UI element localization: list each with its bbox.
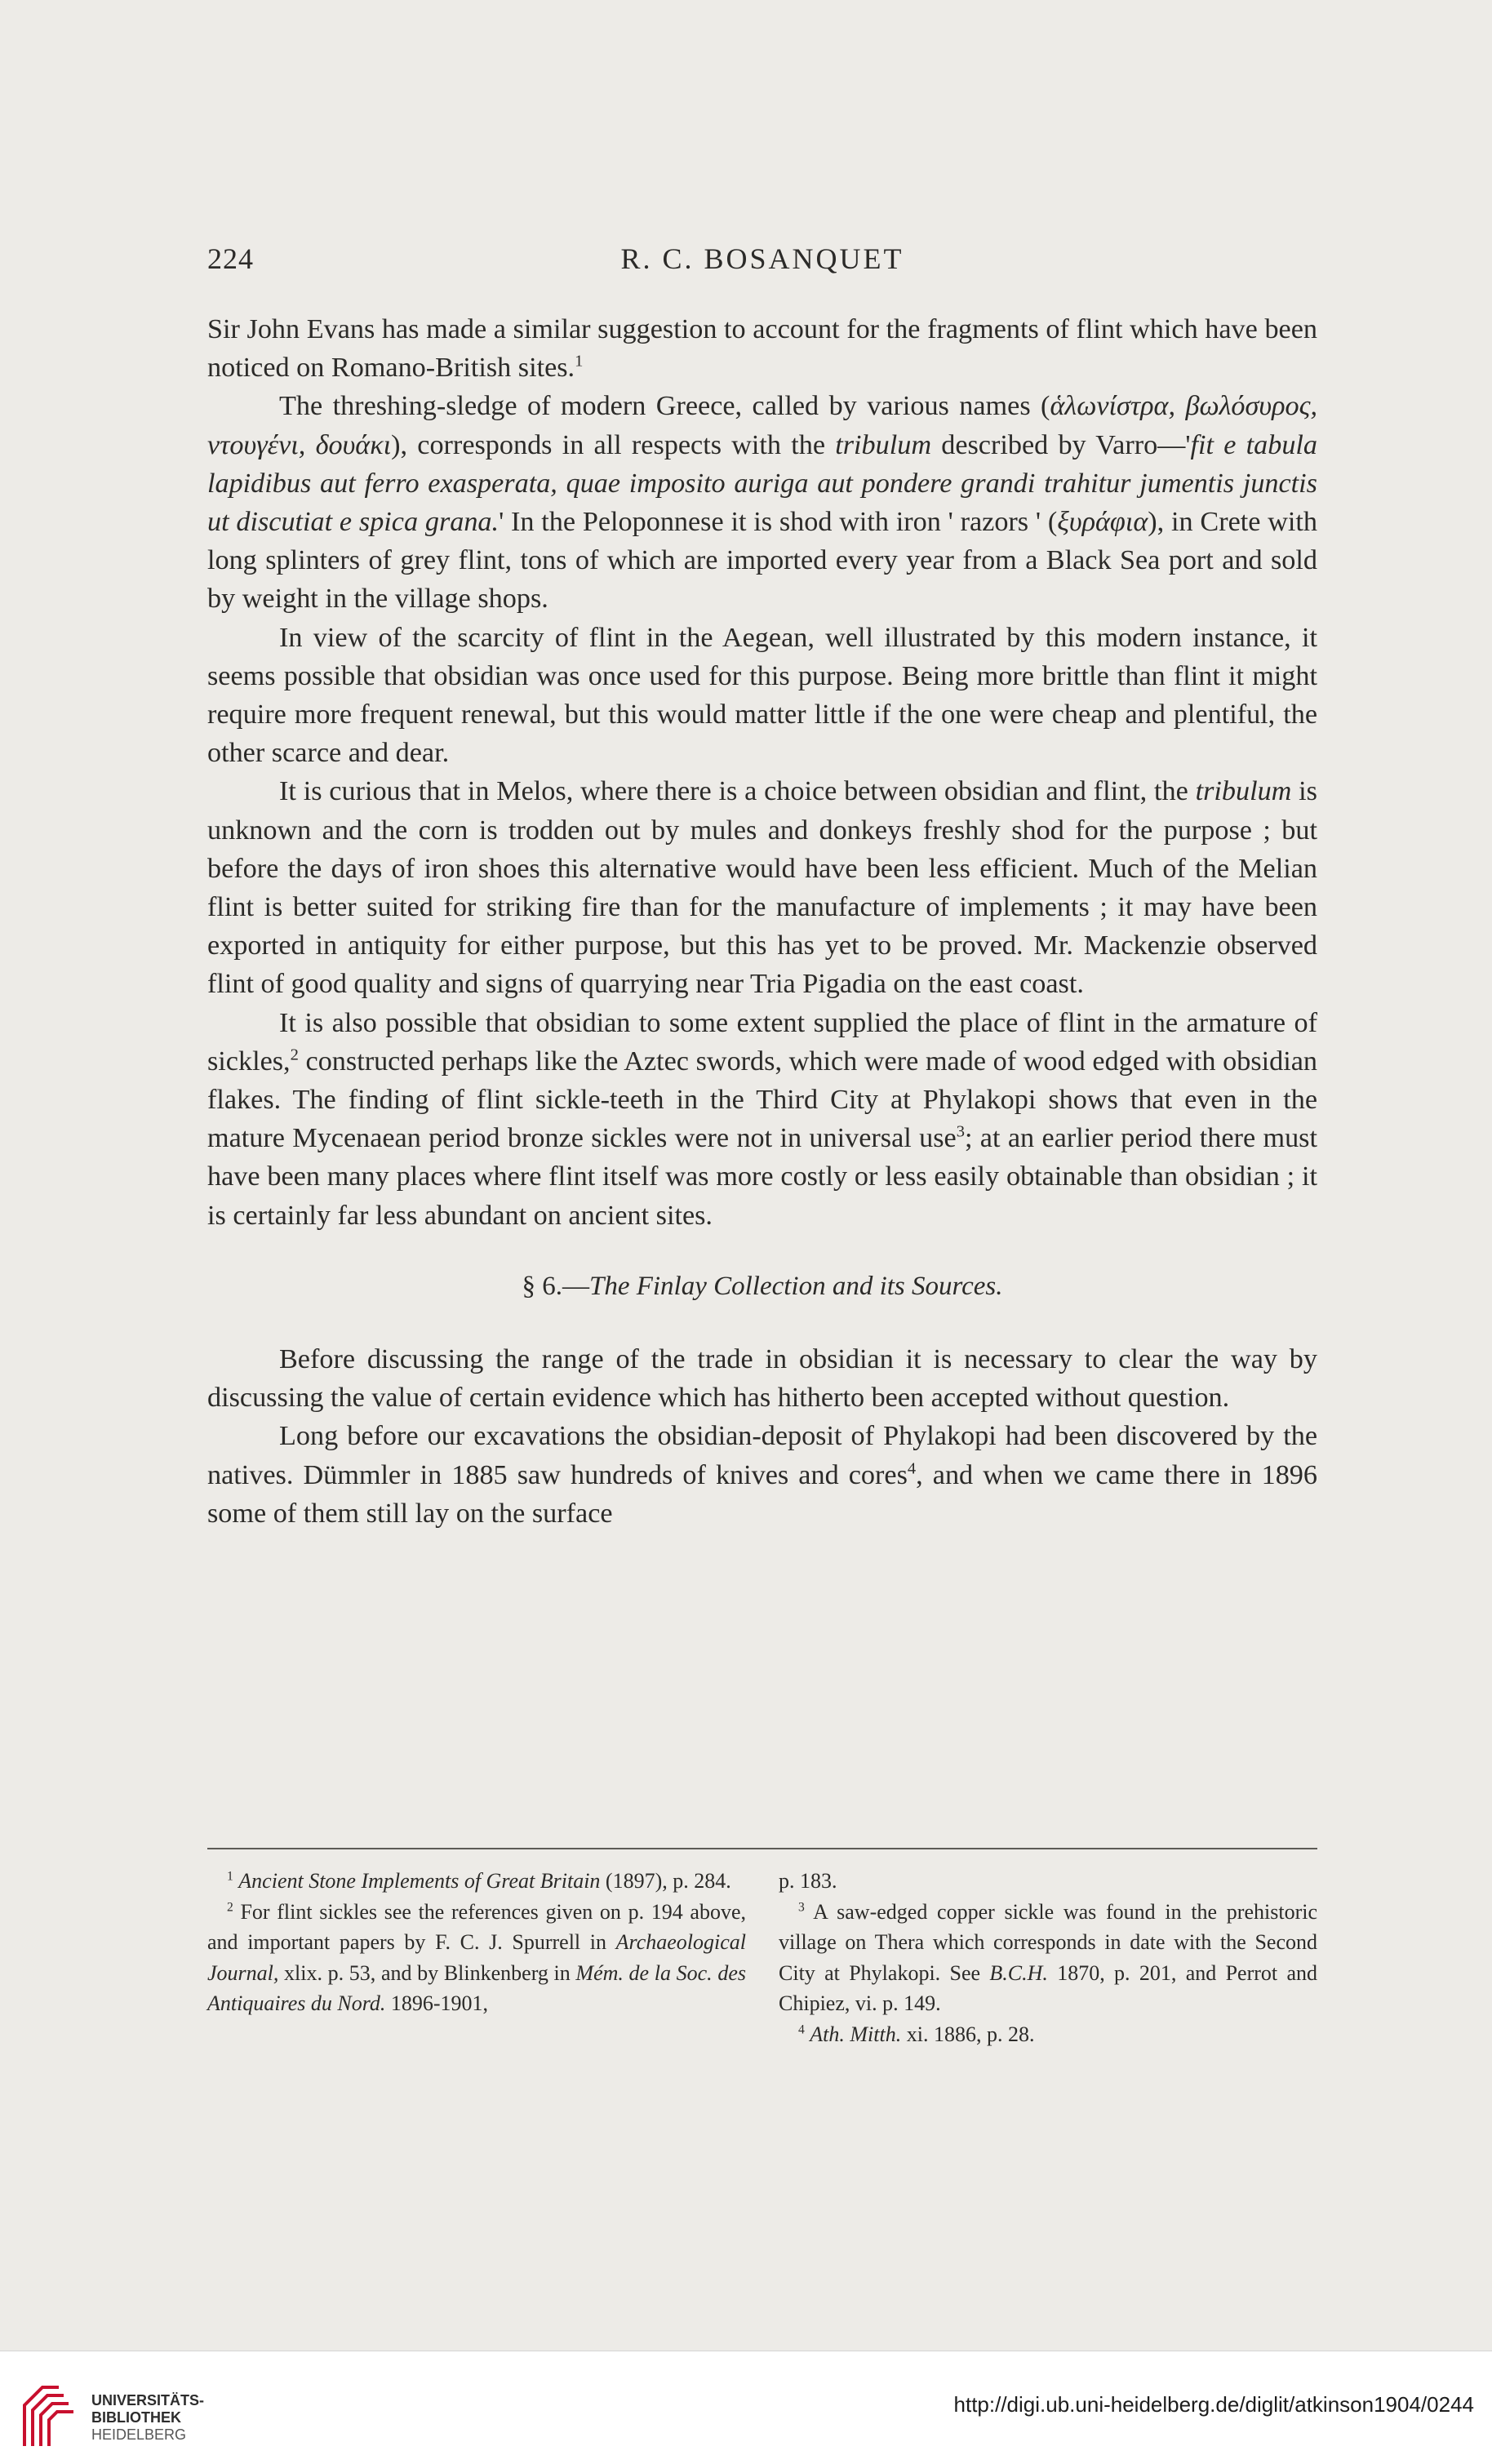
paragraph-1: Sir John Evans has made a similar suggestion to account for the fragments of flint which have been noticed on Romano-British sites.$^1$ — [207, 314, 1317, 384]
footnote-4: $^4$ Ath. Mitth. xi. 1886, p. 28. — [798, 2022, 1035, 2046]
footnote-ref-2[interactable]: 2 — [290, 1046, 299, 1064]
paragraph-4: It is curious that in Melos, where there is a choice between obsidian and flint, the tribulum is unknown and the corn is trodden out by mules and donkeys freshly shod for the purpose ; but before the days of iron shoes this alternative would have been less efficient. Much of the Melian flint is better suited for striking fire than for the manufacture of implements ; it may have been exported in antiquity for either purpose, but this has yet to be proved. Mr. Mackenzie observed flint of good quality and signs of quarrying near Tria Pigadia on the east coast. — [207, 776, 1317, 1000]
footnotes-right-column — [779, 1866, 1317, 2049]
footnote-3: $^3$ A saw-edged copper sickle was found in the prehistoric village on Thera which corresponds in date with the Second City at Phylakopi. See B.C.H. 1870, p. 201, and Perrot and Chipiez, vi. p. 149. — [779, 1899, 1317, 2015]
footnote-2-continued: p. 183. — [779, 1869, 837, 1893]
paragraph-7: Long before our excavations the obsidian-deposit of Phylakopi had been discovered by the natives. Dümmler in 1885 saw hundreds of knives and cores$^4$, and when we came there in 1896 some of them still lay on the surface — [207, 1421, 1317, 1529]
page-header — [207, 242, 1317, 281]
varro-quote: fit e tabula lapidibus aut ferro exasperata, quae imposito auriga aut pondere grandi trahitur jumentis junctis ut discutiat e spica grana. — [207, 429, 1318, 538]
footnote-ref-4[interactable]: 4 — [907, 1459, 917, 1478]
body-text — [207, 310, 1317, 1533]
university-library-logo-icon[interactable] — [18, 2381, 88, 2451]
footnote-ref-3[interactable]: 3 — [956, 1122, 965, 1141]
greek-razors: ξυράφια — [1057, 507, 1148, 538]
paragraph-6: Before discussing the range of the trade in obsidian it is necessary to clear the way by discussing the value of certain evidence which has hitherto been accepted without question. — [207, 1344, 1317, 1414]
footnote-1: $^1$ Ancient Stone Implements of Great Britain (1897), p. 284. — [227, 1869, 731, 1893]
greek-names: ἁλωνίστρα, βωλόσυρος, ντουγένι, δουάκι — [207, 391, 1317, 460]
paragraph-2: The threshing-sledge of modern Greece, called by various names (ἁλωνίστρα, βωλόσυρος, ντουγένι, δουάκι), corresponds in all respects with the tribulum described by Varro—'fit e tabula lapidibus aut ferro exasperata, quae imposito auriga aut pondere grandi trahitur jumentis junctis ut discutiat e spica grana.' In the Peloponnese it is shod with iron ' razors ' (ξυράφια), in Crete with long splinters of grey flint, tons of which are imported every year from a Black Sea port and sold by weight in the village shops. — [207, 391, 1318, 615]
page-number: 224 — [207, 242, 254, 275]
section-title: The Finlay Collection and its Sources. — [588, 1271, 1003, 1301]
running-title: R. C. BOSANQUET — [620, 242, 904, 275]
paragraph-3: In view of the scarcity of flint in the Aegean, well illustrated by this modern instance, it seems possible that obsidian was once used for this purpose. Being more brittle than flint it might require more frequent renewal, but this would matter little if the one were cheap and plentiful, the other scarce and dear. — [207, 622, 1317, 769]
section-heading — [207, 1268, 1317, 1306]
footnotes-left-column — [207, 1866, 746, 2049]
footnote-ref-1[interactable]: 1 — [575, 352, 584, 371]
footnotes — [207, 1866, 1317, 2049]
footnote-2: $^2$ For flint sickles see the references given on p. 194 above, and important papers by F. C. J. Spurrell in Archaeological Journal, xlix. p. 53, and by Blinkenberg in Mém. de la Soc. des Antiquaires du Nord. 1896-1901, — [207, 1899, 746, 2015]
library-name: UNIVERSITÄTS- BIBLIOTHEK HEIDELBERG — [91, 2392, 205, 2443]
footnote-divider — [207, 1848, 1317, 1849]
section-number: § 6.— — [522, 1271, 589, 1301]
permalink-url[interactable]: http://digi.ub.uni-heidelberg.de/diglit/atkinson1904/0244 — [953, 2392, 1474, 2417]
paragraph-5: It is also possible that obsidian to some extent supplied the place of flint in the armature of sickles,$^2$ constructed perhaps like the Aztec swords, which were made of wood edged with obsidian flakes. The finding of flint sickle-teeth in the Third City at Phylakopi shows that even in the mature Mycenaean period bronze sickles were not in universal use$^3$; at an earlier period there must have been many places where flint itself was more costly or less easily obtainable than obsidian ; it is certainly far less abundant on ancient sites. — [207, 1007, 1317, 1231]
viewer-footer — [0, 2351, 1492, 2464]
